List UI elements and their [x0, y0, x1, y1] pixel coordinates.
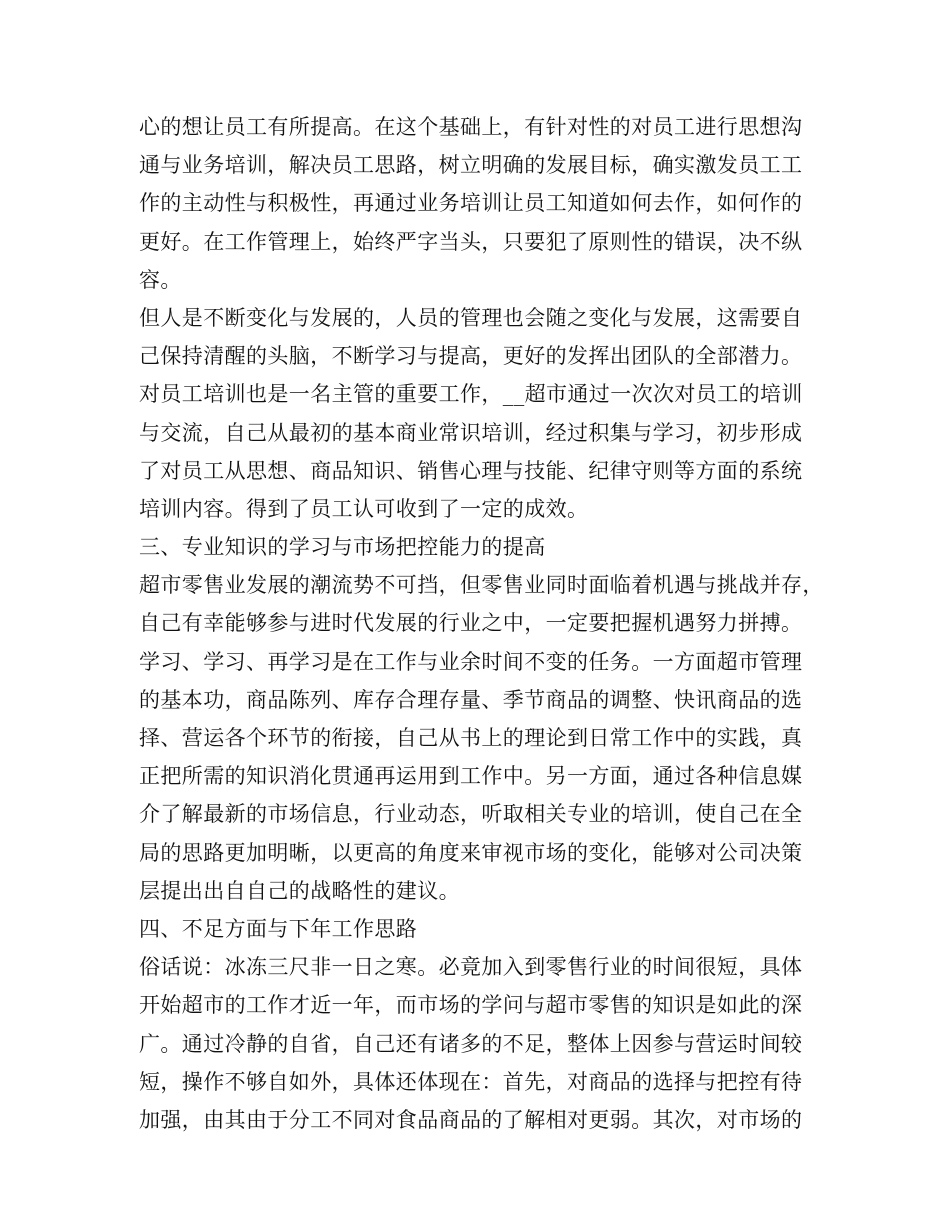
text-line: 了对员工从思想、商品知识、销售心理与技能、纪律守则等方面的系统: [139, 458, 803, 483]
text-line: 择、营运各个环节的衔接，自己从书上的理论到日常工作中的实践，真: [139, 726, 803, 750]
text-line: 局的思路更加明晰，以更高的角度来审视市场的变化，能够对公司决策: [139, 840, 803, 865]
text-line: 的基本功，商品陈列、库存合理存量、季节商品的调整、快讯商品的选: [139, 687, 803, 712]
text-line: 层提出出自自己的战略性的建议。: [139, 878, 460, 903]
text-line: 与交流，自己从最初的基本商业常识培训，经过积集与学习，初步形成: [139, 420, 803, 445]
text-line: 俗话说：冰冻三尺非一日之寒。必竟加入到零售行业的时间很短，具体: [139, 955, 803, 980]
text-line: 介了解最新的市场信息，行业动态，听取相关专业的培训，使自己在全: [139, 802, 803, 827]
text-line: 培训内容。得到了员工认可收到了一定的成效。: [139, 496, 589, 521]
text-line: 容。: [139, 267, 182, 292]
text-line: 己保持清醒的头脑，不断学习与提高，更好的发挥出团队的全部潜力。: [139, 344, 803, 369]
text-line: 自己有幸能够参与进时代发展的行业之中，一定要把握机遇努力拼搏。: [139, 611, 803, 636]
text-line: 心的想让员工有所提高。在这个基础上，有针对性的对员工进行思想沟: [139, 115, 803, 139]
section-heading: 三、专业知识的学习与市场把控能力的提高: [139, 535, 546, 560]
text-line: 加强，由其由于分工不同对食品商品的了解相对更弱。其次，对市场的: [139, 1107, 803, 1132]
section-heading: 四、不足方面与下年工作思路: [139, 916, 418, 941]
text-line: 更好。在工作管理上，始终严字当头，只要犯了原则性的错误，决不纵: [139, 229, 803, 254]
text-line: 但人是不断变化与发展的，人员的管理也会随之变化与发展，这需要自: [139, 305, 803, 330]
text-line: 开始超市的工作才近一年，而市场的学问与超市零售的知识是如此的深: [139, 993, 803, 1018]
text-line: 短，操作不够自如外，具体还体现在：首先，对商品的选择与把控有待: [139, 1069, 803, 1094]
text-line: 对员工培训也是一名主管的重要工作，__超市通过一次次对员工的培训: [139, 382, 803, 407]
text-line: 通与业务培训，解决员工思路，树立明确的发展目标，确实激发员工工: [139, 153, 803, 178]
text-line: 广。通过冷静的自省，自己还有诸多的不足，整体上因参与营运时间较: [139, 1031, 803, 1056]
text-line: 作的主动性与积极性，再通过业务培训让员工知道如何去作，如何作的: [139, 191, 803, 216]
text-line: 正把所需的知识消化贯通再运用到工作中。另一方面，通过各种信息媒: [139, 764, 803, 789]
text-line: 超市零售业发展的潮流势不可挡，但零售业同时面临着机遇与挑战并存，: [139, 573, 824, 598]
text-line: 学习、学习、再学习是在工作与业余时间不变的任务。一方面超市管理: [139, 649, 803, 674]
document-body: [139, 108, 829, 1139]
